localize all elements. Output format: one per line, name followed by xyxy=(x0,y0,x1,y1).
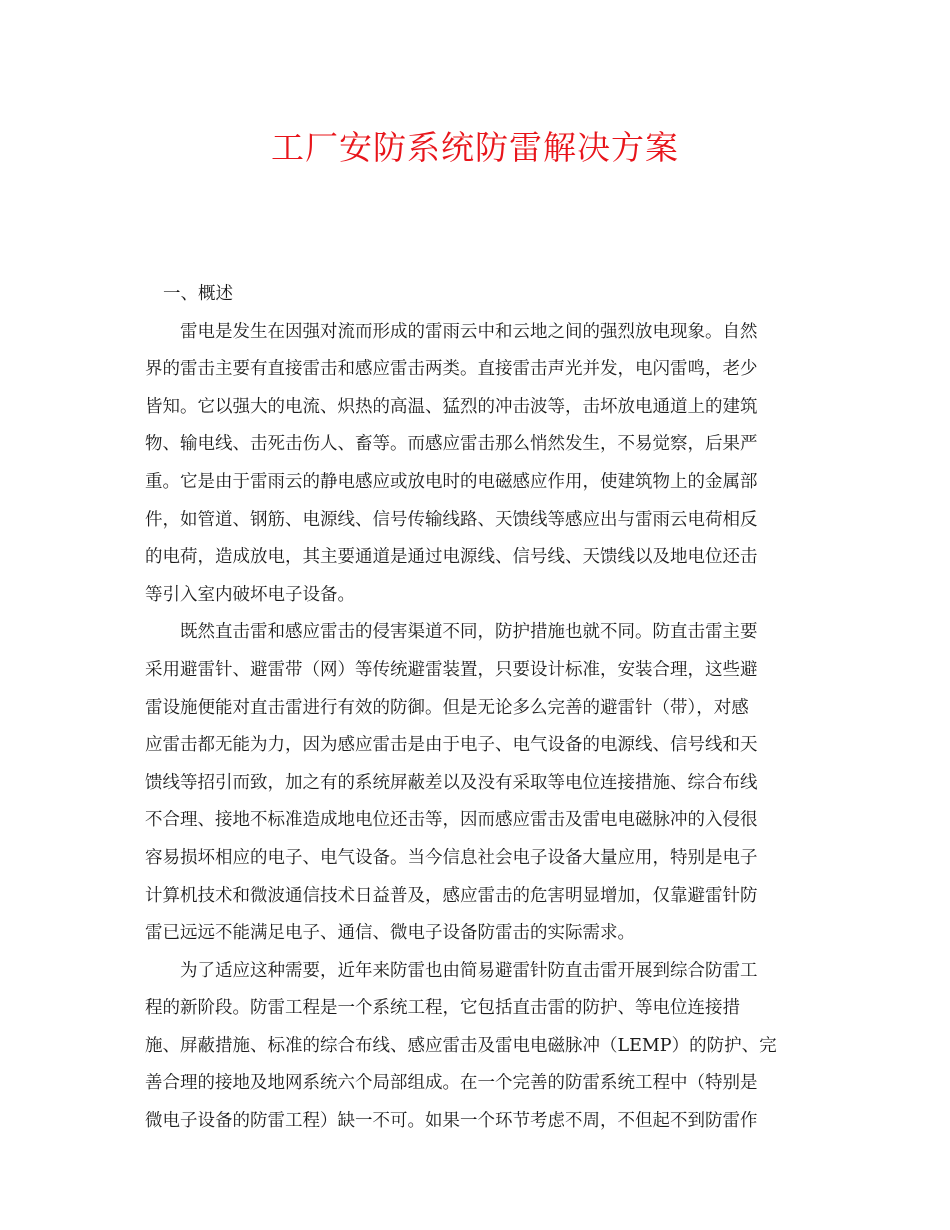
text-line: 物、输电线、击死击伤人、畜等。而感应雷击那么悄然发生，不易觉察，后果严 xyxy=(145,434,758,455)
document-body xyxy=(145,276,801,1141)
text-line: 应雷击都无能为力，因为感应雷击是由于电子、电气设备的电源线、信号线和天 xyxy=(145,735,758,756)
text-line: 馈线等招引而致，加之有的系统屏蔽差以及没有采取等电位连接措施、综合布线 xyxy=(145,772,758,793)
text-line: 施、屏蔽措施、标准的综合布线、感应雷击及雷电电磁脉冲（LEMP）的防护、完 xyxy=(145,1035,777,1056)
document-title: 工厂安防系统防雷解决方案 xyxy=(271,128,679,167)
text-line: 善合理的接地及地网系统六个局部组成。在一个完善的防雷系统工程中（特别是 xyxy=(145,1073,758,1094)
text-line: 等引入室内破坏电子设备。 xyxy=(145,584,355,605)
text-line: 为了适应这种需要，近年来防雷也由简易避雷针防直击雷开展到综合防雷工 xyxy=(180,960,758,981)
paragraph-comprehensive-protection xyxy=(145,953,801,1141)
text-line: 不合理、接地不标准造成地电位还击等，因而感应雷击及雷电电磁脉冲的入侵很 xyxy=(145,810,758,831)
text-line: 计算机技术和微波通信技术日益普及，感应雷击的危害明显增加，仅靠避雷针防 xyxy=(145,885,758,906)
section-heading-overview: 一、概述 xyxy=(163,284,233,304)
text-line: 皆知。它以强大的电流、炽热的高温、猛烈的冲击波等，击坏放电通道上的建筑 xyxy=(145,396,758,417)
text-line: 雷设施便能对直击雷进行有效的防御。但是无论多么完善的避雷针（带），对感 xyxy=(145,697,749,718)
text-line: 件，如管道、钢筋、电源线、信号传输线路、天馈线等感应出与雷雨云电荷相反 xyxy=(145,509,758,530)
text-line: 程的新阶段。防雷工程是一个系统工程，它包括直击雷的防护、等电位连接措 xyxy=(145,998,740,1019)
text-line: 雷电是发生在因强对流而形成的雷雨云中和云地之间的强烈放电现象。自然 xyxy=(180,321,758,342)
text-line: 界的雷击主要有直接雷击和感应雷击两类。直接雷击声光并发，电闪雷鸣，老少 xyxy=(145,359,758,380)
text-line: 既然直击雷和感应雷击的侵害渠道不同，防护措施也就不同。防直击雷主要 xyxy=(180,622,758,643)
text-line: 的电荷，造成放电，其主要通道是通过电源线、信号线、天馈线以及地电位还击 xyxy=(145,547,758,568)
paragraph-lightning-intro xyxy=(145,314,801,615)
text-line: 微电子设备的防雷工程）缺一不可。如果一个环节考虑不周，不但起不到防雷作 xyxy=(145,1111,758,1132)
text-line: 重。它是由于雷雨云的静电感应或放电时的电磁感应作用，使建筑物上的金属部 xyxy=(145,471,758,492)
paragraph-protection-measures xyxy=(145,614,801,952)
text-line: 容易损坏相应的电子、电气设备。当今信息社会电子设备大量应用，特别是电子 xyxy=(145,847,758,868)
text-line: 雷已远远不能满足电子、通信、微电子设备防雷击的实际需求。 xyxy=(145,923,635,944)
text-line: 采用避雷针、避雷带（网）等传统避雷装置，只要设计标准，安装合理，这些避 xyxy=(145,659,758,680)
